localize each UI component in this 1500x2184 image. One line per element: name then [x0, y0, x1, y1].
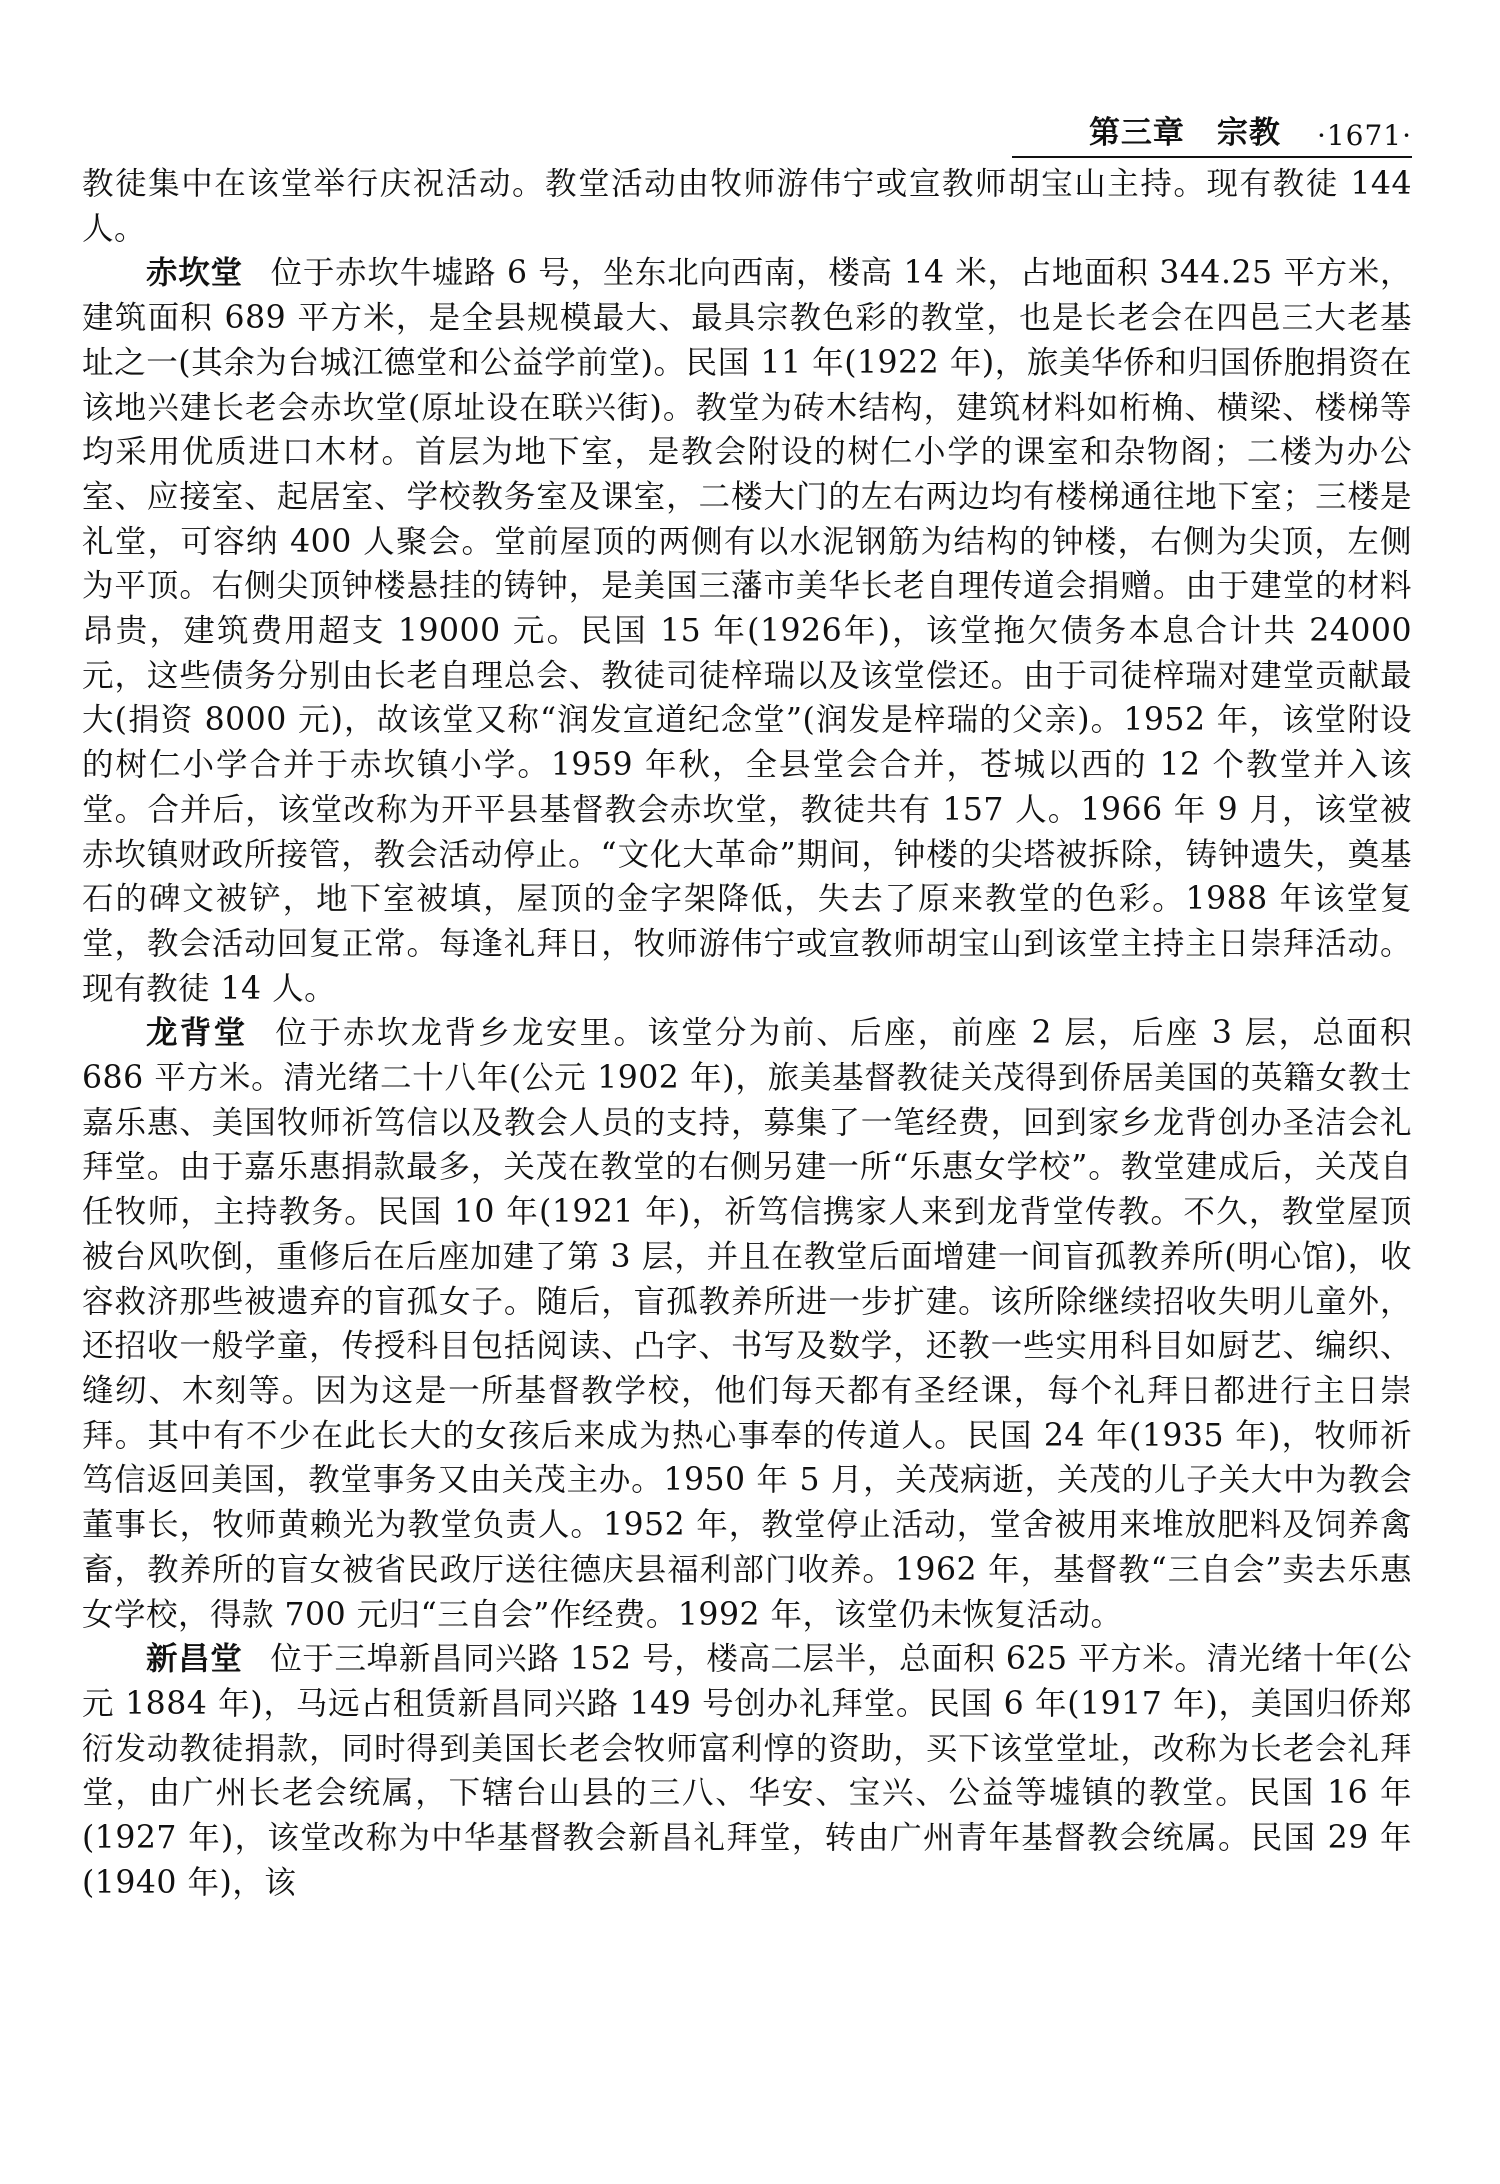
- paragraph-text: 教徒集中在该堂举行庆祝活动。教堂活动由牧师游伟宁或宣教师胡宝山主持。现有教徒 144 人。: [82, 166, 1412, 247]
- book-page: [82, 0, 1412, 2184]
- entry-title: 龙背堂: [146, 1015, 248, 1052]
- header-rule: [1012, 156, 1412, 158]
- entry-chikan-church: [82, 251, 1412, 1011]
- page-number: ·1671·: [1316, 119, 1412, 152]
- paragraph-text: 位于赤坎龙背乡龙安里。该堂分为前、后座，前座 2 层，后座 3 层，总面积 686 平方米。清光绪二十八年(公元 1902 年)，旅美基督教徒关茂得到侨居美国的英籍女教士嘉乐惠、美国牧师祈笃信以及教会人员的支持，募集了一笔经费，回到家乡龙背创办圣洁会礼拜堂。由于嘉乐惠捐款最多，关茂在教堂的右侧另建一所“乐惠女学校”。教堂建成后，关茂自任牧师，主持教务。民国 10 年(1921 年)，祈笃信携家人来到龙背堂传教。不久，教堂屋顶被台风吹倒，重修后在后座加建了第 3 层，并且在教堂后面增建一间盲孤教养所(明心馆)，收容救济那些被遗弃的盲孤女子。随后，盲孤教养所进一步扩建。该所除继续招收失明儿童外，还招收一般学童，传授科目包括阅读、凸字、书写及数学，还教一些实用科目如厨艺、编织、缝纫、木刻等。因为这是一所基督教学校，他们每天都有圣经课，每个礼拜日都进行主日崇拜。其中有不少在此长大的女孩后来成为热心事奉的传道人。民国 24 年(1935 年)，牧师祈笃信返回美国，教堂事务又由关茂主办。1950 年 5 月，关茂病逝，关茂的儿子关大中为教会董事长，牧师黄赖光为教堂负责人。1952 年，教堂停止活动，堂舍被用来堆放肥料及饲养禽畜，教养所的盲女被省民政厅送往德庆县福利部门收养。1962 年，基督教“三自会”卖去乐惠女学校，得款 700 元归“三自会”作经费。1992 年，该堂仍未恢复活动。: [82, 1015, 1412, 1633]
- body-text: [82, 162, 1412, 1905]
- running-header: [1089, 100, 1412, 152]
- paragraph-continuation: [82, 162, 1412, 251]
- paragraph-text: 位于三埠新昌同兴路 152 号，楼高二层半，总面积 625 平方米。清光绪十年(公元 1884 年)，马远占租赁新昌同兴路 149 号创办礼拜堂。民国 6 年(1917 年)，美国归侨郑衍发动教徒捐款，同时得到美国长老会牧师富利惇的资助，买下该堂堂址，改称为长老会礼拜堂，由广州长老会统属，下辖台山县的三八、华安、宝兴、公益等墟镇的教堂。民国 16 年(1927 年)，该堂改称为中华基督教会新昌礼拜堂，转由广州青年基督教会统属。民国 29 年(1940 年)，该: [82, 1641, 1412, 1901]
- entry-xinchang-church: [82, 1637, 1412, 1905]
- chapter-title: 第三章 宗教: [1088, 115, 1281, 151]
- entry-longbei-church: [82, 1011, 1412, 1637]
- entry-title: 新昌堂: [146, 1641, 243, 1678]
- paragraph-text: 位于赤坎牛墟路 6 号，坐东北向西南，楼高 14 米，占地面积 344.25 平方米，建筑面积 689 平方米，是全县规模最大、最具宗教色彩的教堂，也是长老会在四邑三大老基址之一(其余为台城江德堂和公益学前堂)。民国 11 年(1922 年)，旅美华侨和归国侨胞捐资在该地兴建长老会赤坎堂(原址设在联兴街)。教堂为砖木结构，建筑材料如桁桷、横梁、楼梯等均采用优质进口木材。首层为地下室，是教会附设的树仁小学的课室和杂物阁；二楼为办公室、应接室、起居室、学校教务室及课室，二楼大门的左右两边均有楼梯通往地下室；三楼是礼堂，可容纳 400 人聚会。堂前屋顶的两侧有以水泥钢筋为结构的钟楼，右侧为尖顶，左侧为平顶。右侧尖顶钟楼悬挂的铸钟，是美国三藩市美华长老自理传道会捐赠。由于建堂的材料昂贵，建筑费用超支 19000 元。民国 15 年(1926年)，该堂拖欠债务本息合计共 24000 元，这些债务分别由长老自理总会、教徒司徒梓瑞以及该堂偿还。由于司徒梓瑞对建堂贡献最大(捐资 8000 元)，故该堂又称“润发宣道纪念堂”(润发是梓瑞的父亲)。1952 年，该堂附设的树仁小学合并于赤坎镇小学。1959 年秋，全县堂会合并，苍城以西的 12 个教堂并入该堂。合并后，该堂改称为开平县基督教会赤坎堂，教徒共有 157 人。1966 年 9 月，该堂被赤坎镇财政所接管，教会活动停止。“文化大革命”期间，钟楼的尖塔被拆除，铸钟遗失，奠基石的碑文被铲，地下室被填，屋顶的金字架降低，失去了原来教堂的色彩。1988 年该堂复堂，教会活动回复正常。每逢礼拜日，牧师游伟宁或宣教师胡宝山到该堂主持主日崇拜活动。现有教徒 14 人。: [82, 255, 1412, 1007]
- entry-title: 赤坎堂: [146, 255, 243, 292]
